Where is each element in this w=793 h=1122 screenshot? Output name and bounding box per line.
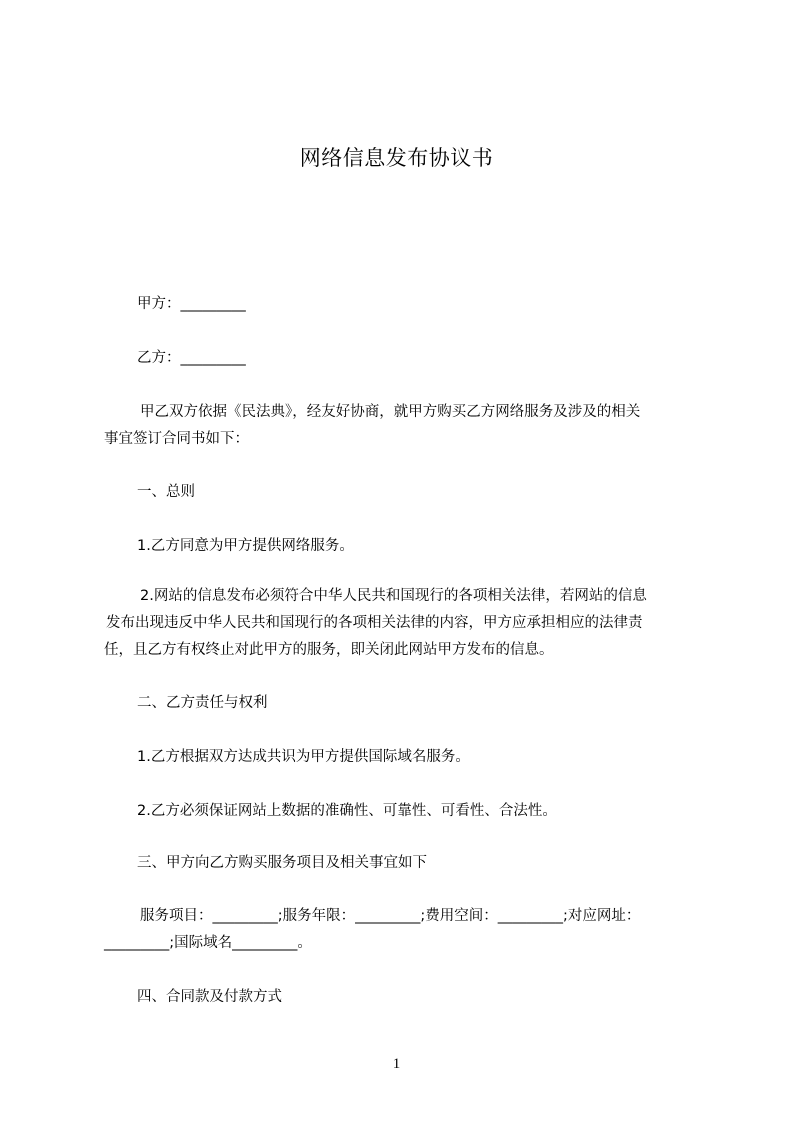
- section-3-heading: 三、甲方向乙方购买服务项目及相关事宜如下: [137, 855, 427, 871]
- section-1-item-2-line-2: 发布出现违反中华人民共和国现行的各项相关法律的内容，甲方应承担相应的法律责: [106, 615, 643, 631]
- document-title: 网络信息发布协议书: [299, 146, 494, 170]
- intro-line-1: 甲乙双方依据《民法典》，经友好协商，就甲方购买乙方网络服务及涉及的相关: [140, 404, 641, 420]
- section-2-item-1: 1.乙方根据双方达成共识为甲方提供国际域名服务。: [137, 749, 470, 765]
- section-1-heading: 一、总则: [137, 484, 195, 500]
- section-3-line-2: _________;国际域名_________。: [104, 935, 312, 951]
- party-a-line: 甲方：_________: [137, 296, 246, 312]
- party-b-line: 乙方：_________: [137, 350, 246, 366]
- section-2-item-2: 2.乙方必须保证网站上数据的准确性、可靠性、可看性、合法性。: [137, 803, 557, 819]
- section-3-line-1: 服务项目：_________;服务年限：_________;费用空间：_________;对应网址：: [140, 908, 641, 924]
- section-1-item-2-line-1: 2.网站的信息发布必须符合中华人民共和国现行的各项相关法律，若网站的信息: [140, 588, 647, 604]
- section-1-item-1: 1.乙方同意为甲方提供网络服务。: [137, 538, 354, 554]
- page-number: 1: [392, 1056, 401, 1072]
- section-1-item-2-line-3: 任，且乙方有权终止对此甲方的服务，即关闭此网站甲方发布的信息。: [104, 642, 554, 658]
- intro-line-2: 事宜签订合同书如下：: [104, 431, 249, 447]
- section-2-heading: 二、乙方责任与权利: [137, 695, 268, 711]
- section-4-heading: 四、合同款及付款方式: [137, 989, 282, 1005]
